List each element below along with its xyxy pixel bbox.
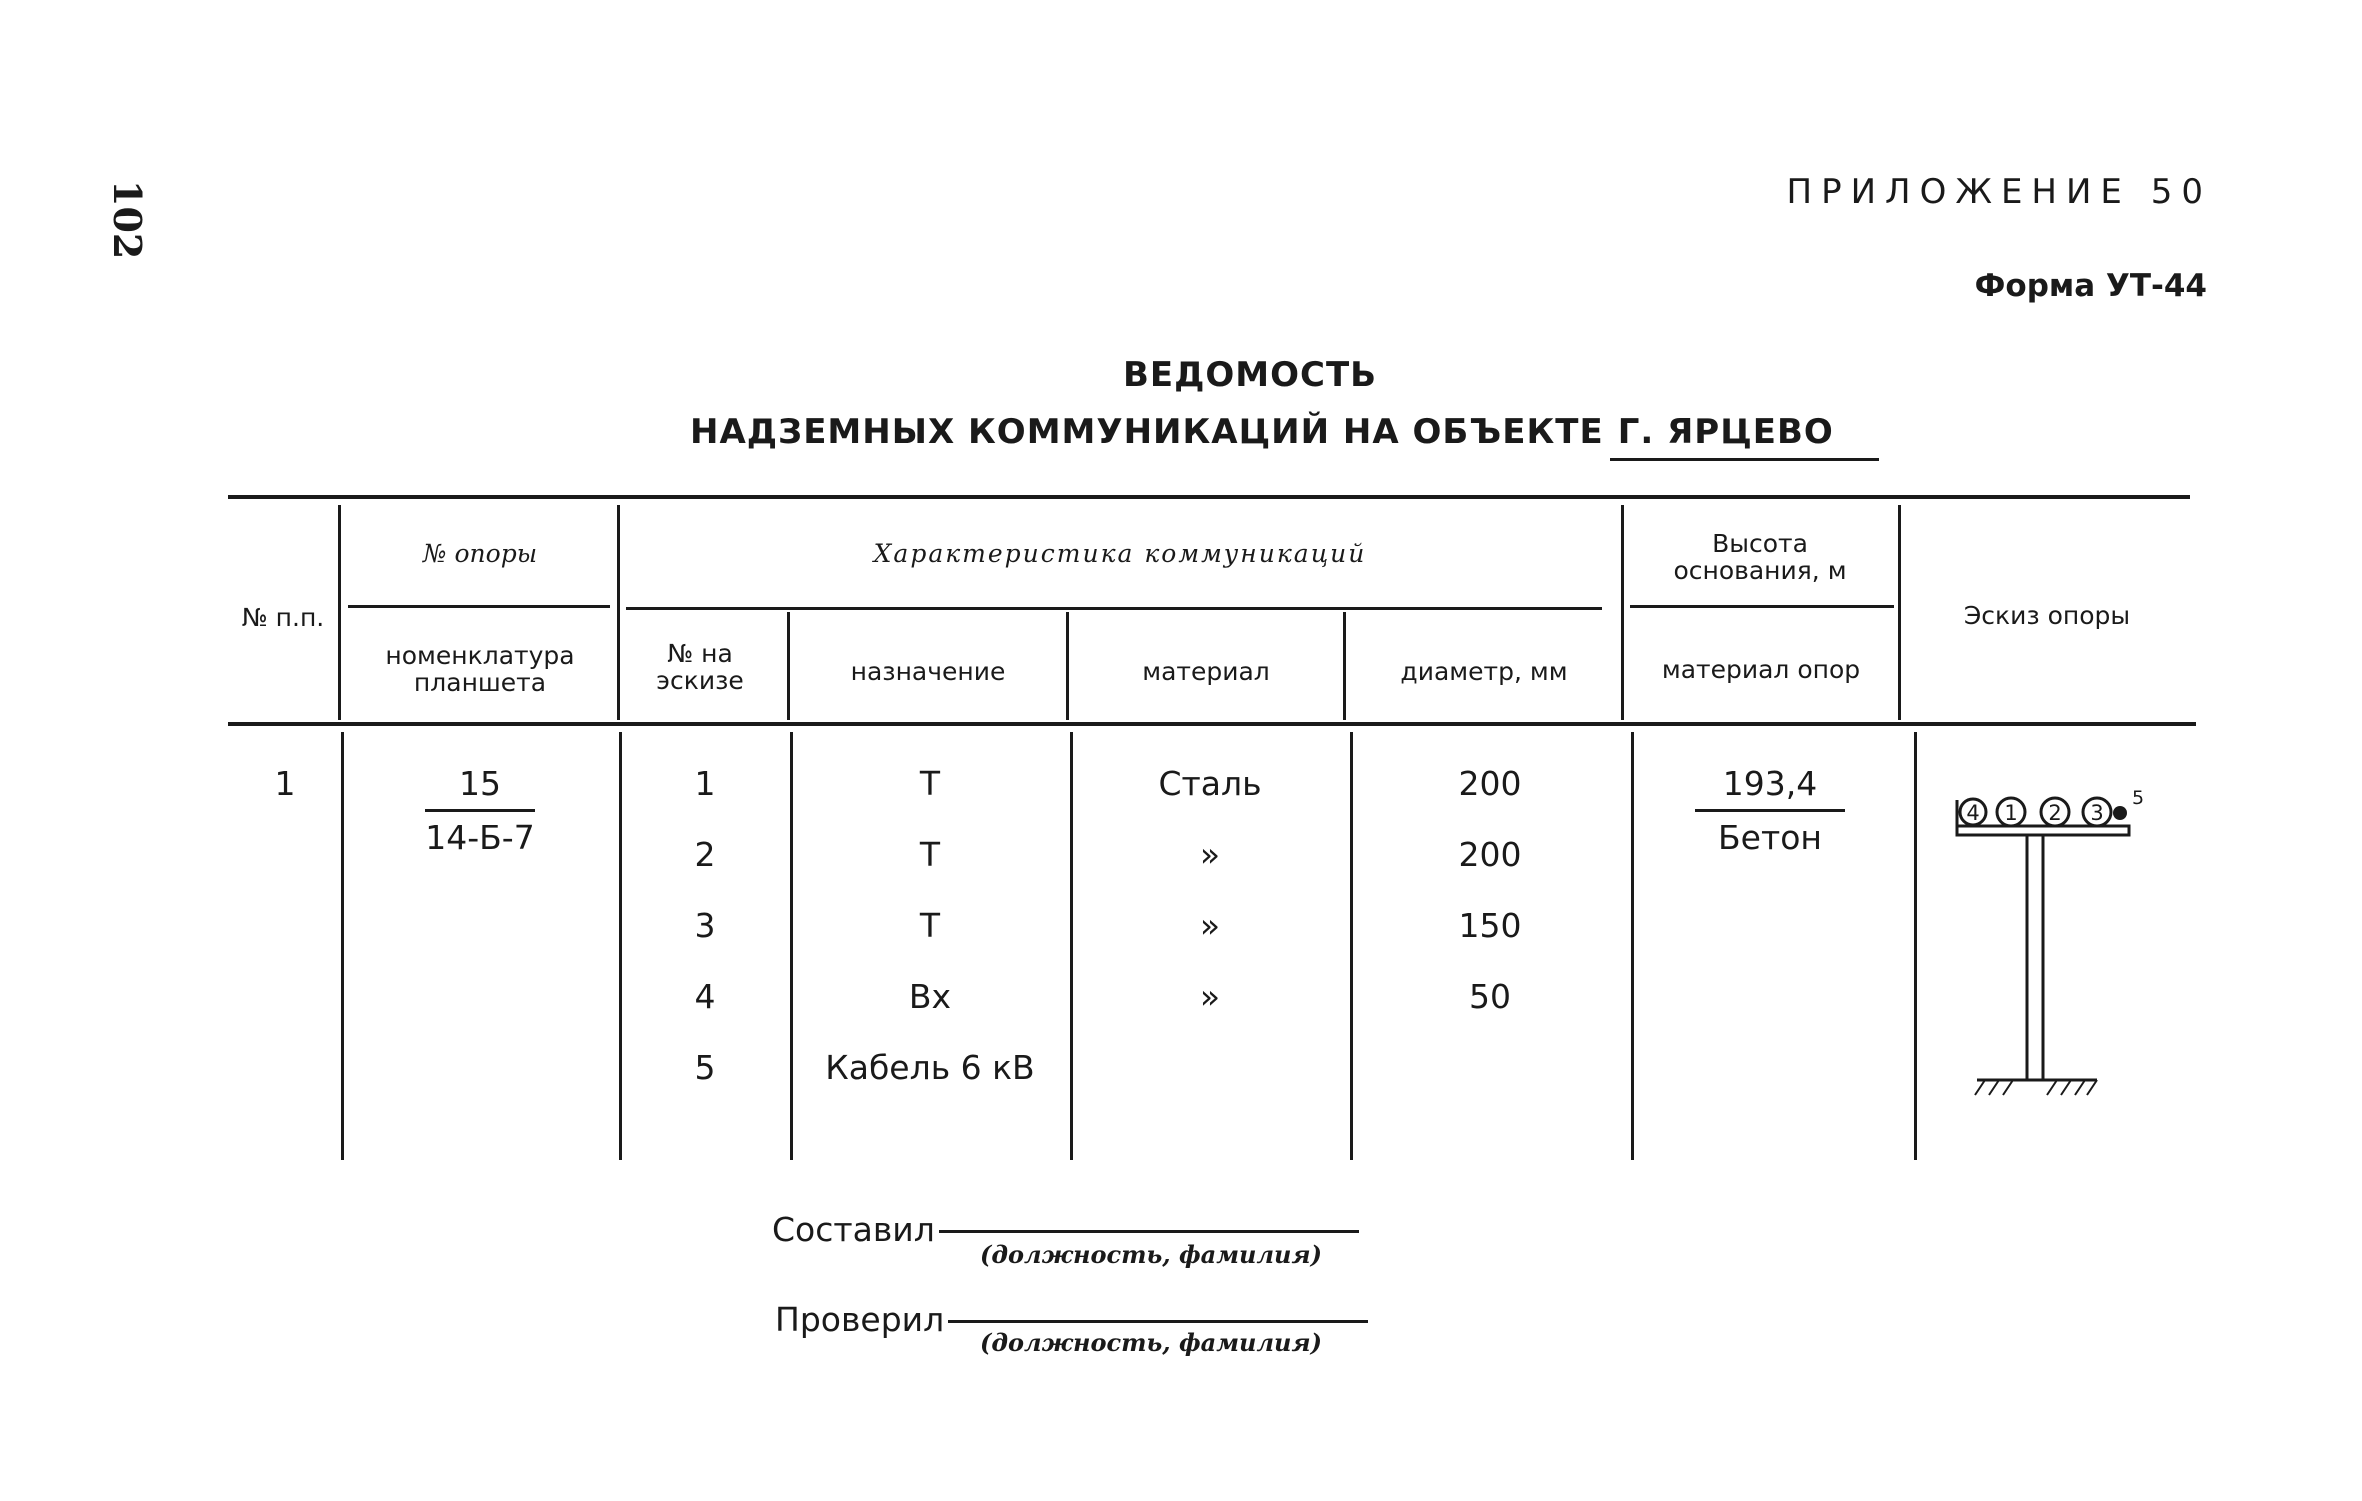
- document-title: ВЕДОМОСТЬ: [1122, 355, 1378, 395]
- body-col-line-5: [1350, 732, 1353, 1160]
- header-support-no: № опоры: [422, 539, 538, 568]
- col-line-2: [617, 505, 620, 720]
- sheet-nomenclature: 14-Б-7: [425, 818, 535, 857]
- checked-by-signature-line[interactable]: [948, 1320, 1368, 1323]
- cell-purpose: Вх: [908, 977, 952, 1016]
- cell-diameter: 200: [1458, 835, 1522, 874]
- cell-height-material: [1680, 764, 1860, 857]
- header-sketch-no: № на эскизе: [656, 639, 744, 695]
- compiled-by-hint: (должность, фамилия): [980, 1240, 1322, 1269]
- cell-purpose: Т: [919, 906, 941, 945]
- sketch-label-4: 4: [1966, 801, 1980, 825]
- col-line-3: [787, 612, 790, 720]
- appendix-label: ПРИЛОЖЕНИЕ 50: [1786, 172, 2212, 212]
- header-material: материал: [1142, 657, 1270, 686]
- cable-5-dot: [2113, 806, 2127, 820]
- header-purpose: назначение: [850, 657, 1006, 686]
- body-col-line-1: [341, 732, 344, 1160]
- crossbar: [1957, 826, 2129, 835]
- sketch-label-2: 2: [2048, 801, 2062, 825]
- support-no-divider: [348, 605, 610, 608]
- col-line-1: [338, 505, 341, 720]
- cell-material: »: [1199, 977, 1221, 1016]
- base-height-value: 193,4: [1695, 764, 1845, 812]
- page-number: 102: [105, 180, 150, 260]
- col-line-4: [1066, 612, 1069, 720]
- cell-purpose: Т: [919, 764, 941, 803]
- support-structure: [1957, 798, 2129, 1095]
- cell-sketch-no: 2: [694, 835, 716, 874]
- subtitle-prefix: НАДЗЕМНЫХ КОММУНИКАЦИЙ НА ОБЪЕКТЕ: [690, 412, 1604, 452]
- body-col-line-6: [1631, 732, 1634, 1160]
- cell-sketch-no: 3: [694, 906, 716, 945]
- support-material-value: Бетон: [1718, 818, 1822, 857]
- form-code: Форма УТ-44: [1974, 268, 2207, 304]
- body-col-line-3: [790, 732, 793, 1160]
- header-base-height: Высота основания, м: [1673, 529, 1847, 585]
- header-diameter: диаметр, мм: [1400, 657, 1568, 686]
- cell-sketch-no: 5: [694, 1048, 716, 1087]
- compiled-by-signature-line[interactable]: [939, 1230, 1359, 1233]
- compiled-by-label: Составил: [772, 1210, 935, 1249]
- sketch-label-5: 5: [2131, 787, 2145, 809]
- cell-sketch-no: 1: [694, 764, 716, 803]
- cell-diameter: 150: [1458, 906, 1522, 945]
- header-sheet-nomenclature: номенклатура планшета: [385, 641, 575, 697]
- object-place: Г. ЯРЦЕВО: [1610, 412, 1879, 461]
- body-col-line-2: [619, 732, 622, 1160]
- characteristics-divider: [626, 607, 1602, 610]
- checked-by-label: Проверил: [775, 1300, 945, 1339]
- col-line-6: [1621, 505, 1624, 720]
- header-support-sketch: Эскиз опоры: [1963, 601, 2131, 630]
- document-subtitle: [690, 412, 1879, 461]
- header-bottom-rule: [228, 722, 2196, 726]
- cell-row-no: 1: [274, 764, 296, 803]
- ground-hatching: [1975, 1080, 2097, 1095]
- height-divider: [1630, 605, 1894, 608]
- support-sketch-drawing: [1945, 780, 2185, 1110]
- sketch-label-1: 1: [2004, 801, 2018, 825]
- body-col-line-7: [1914, 732, 1917, 1160]
- cell-diameter: 50: [1469, 977, 1511, 1016]
- body-col-line-4: [1070, 732, 1073, 1160]
- header-support-material: материал опор: [1661, 655, 1861, 684]
- col-line-7: [1898, 505, 1901, 720]
- table-top-rule: [228, 495, 2190, 499]
- cell-support-sheet: [400, 764, 560, 857]
- cell-material: »: [1199, 906, 1221, 945]
- cell-purpose: Т: [919, 835, 941, 874]
- cell-material: Сталь: [1158, 764, 1262, 803]
- cell-diameter: 200: [1458, 764, 1522, 803]
- cell-material: »: [1199, 835, 1221, 874]
- support-number: 15: [425, 764, 535, 812]
- cell-purpose: Кабель 6 кВ: [825, 1048, 1035, 1087]
- col-line-5: [1343, 612, 1346, 720]
- header-comm-characteristics: Характеристика коммуникаций: [873, 539, 1367, 568]
- sketch-label-3: 3: [2090, 801, 2104, 825]
- checked-by-hint: (должность, фамилия): [980, 1328, 1322, 1357]
- header-row-no: № п.п.: [241, 603, 325, 632]
- cell-sketch-no: 4: [694, 977, 716, 1016]
